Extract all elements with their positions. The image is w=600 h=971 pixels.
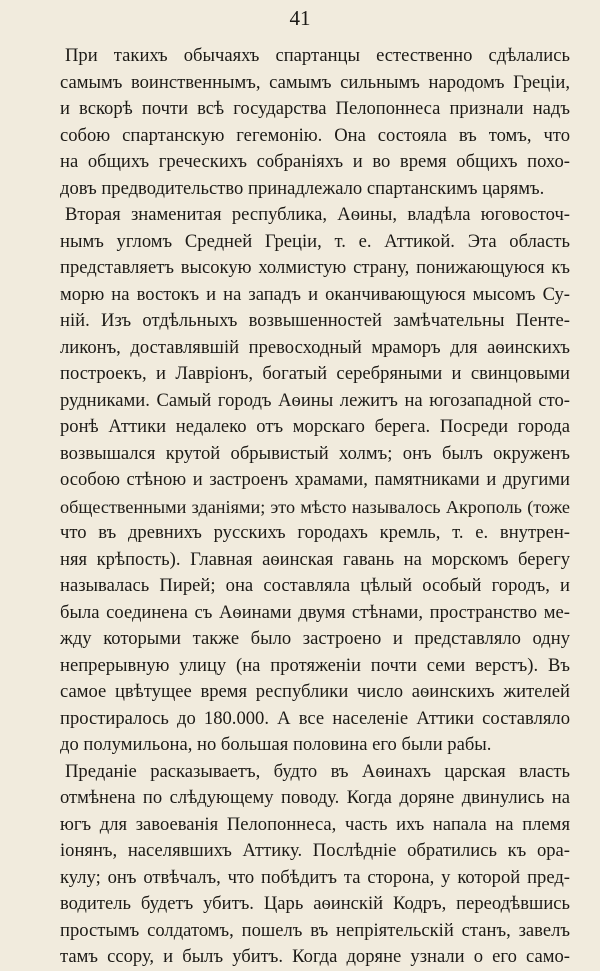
- text-line: жду которыми также было застроено и представляло одну: [60, 628, 570, 649]
- text-line: тамъ ссору, и былъ убитъ. Когда доряне узнали о его само-: [60, 946, 570, 967]
- text-line: ликонъ, доставлявшiй превосходный мраморъ для аѳинскихъ: [60, 336, 570, 358]
- text-line: самое цвѣтущее время республики число аѳинскихъ жителей: [60, 681, 570, 702]
- text-line: Вторая знаменитая республика, Аѳины, владѣла юговосточ-: [65, 204, 570, 225]
- text-line: рудниками. Самый городъ Аѳины лежитъ на югозападной сто-: [60, 389, 570, 411]
- text-line: построекъ, и Лаврiонъ, богатый серебряными и свинцовыми: [60, 363, 570, 384]
- text-line: и вскорѣ почти всѣ государства Пелопоннеса признали надъ: [60, 98, 570, 119]
- text-line: особою стѣною и застроенъ храмами, памятниками и другими: [60, 469, 570, 490]
- text-line: кулу; онъ отвѣчалъ, что побѣдитъ та сторона, у которой пред-: [60, 866, 570, 888]
- text-line: морю на востокъ и на западъ и оканчивающуюся мысомъ Су-: [60, 283, 570, 305]
- text-line: отмѣнена по слѣдующему поводу. Когда доряне двинулись на: [60, 787, 570, 808]
- text-line: ронѣ Аттики недалеко отъ морскаго берега. Посреди города: [60, 416, 570, 437]
- text-line: водитель будетъ убитъ. Царь аѳинскiй Кодръ, переодѣвшись: [60, 893, 570, 914]
- text-line: Преданiе расказываетъ, будто въ Аѳинахъ царская власть: [65, 760, 570, 782]
- body-text: [60, 43, 570, 971]
- text-line: самымъ воинственнымъ, самымъ сильнымъ народомъ Грецiи,: [60, 71, 570, 93]
- page-number: 41: [289, 6, 311, 30]
- text-line: возвышался крутой обрывистый холмъ; онъ былъ окруженъ: [60, 442, 570, 464]
- text-line: няя крѣпость). Главная аѳинская гавань на морскомъ берегу: [60, 548, 570, 570]
- text-line: нiй. Изъ отдѣльныхъ возвышенностей замѣчательны Пенте-: [60, 310, 570, 331]
- text-line: простымъ солдатомъ, пошелъ въ непрiятельскiй станъ, завелъ: [60, 919, 570, 941]
- text-line: нымъ угломъ Средней Грецiи, т. е. Аттикой. Эта область: [60, 230, 570, 252]
- text-line: до полумильона, но большая половина его были рабы.: [60, 734, 492, 755]
- text-line: представляетъ высокую холмистую страну, понижающуюся къ: [60, 257, 570, 278]
- text-line: югъ для завоеванiя Пелопоннеса, часть ихъ напала на племя: [60, 813, 570, 835]
- text-line: общественными зданiями; это мѣсто называлось Акрополь (тоже: [60, 496, 570, 517]
- text-line: При такихъ обычаяхъ спартанцы естественно сдѣлались: [65, 45, 570, 66]
- text-line: непрерывную улицу (на протяженiи почти семи верстъ). Въ: [60, 654, 570, 676]
- text-line: называлась Пирей; она составляла цѣлый особый городъ, и: [60, 575, 570, 596]
- text-line: довъ предводительство принадлежало спартанскимъ царямъ.: [60, 177, 545, 199]
- text-line: собою спартанскую гегемонiю. Она состояла въ томъ, что: [60, 124, 570, 146]
- text-line: была соединена съ Аѳинами двумя стѣнами, пространство ме-: [60, 601, 570, 623]
- text-line: на общихъ греческихъ собранiяхъ и во время общихъ похо-: [60, 151, 570, 172]
- text-line: что въ древнихъ русскихъ городахъ кремль, т. е. внутрен-: [60, 522, 570, 543]
- text-line: iонянъ, населявшихъ Аттику. Послѣднiе обратились къ ора-: [60, 840, 570, 861]
- text-line: простиралось до 180.000. А все населенiе Аттики составляло: [60, 707, 570, 729]
